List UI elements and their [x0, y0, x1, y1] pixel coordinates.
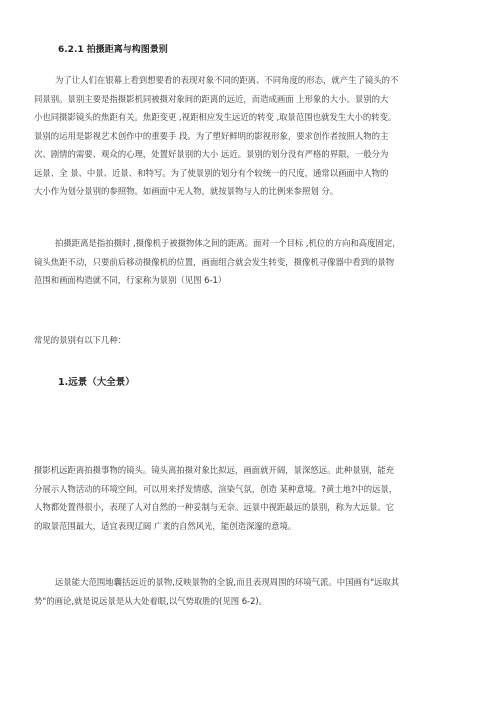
text-line: 为了让人们在银幕上看到想要看的表现对象不同的距离、不同角度的形态，就产生了镜头的不: [55, 75, 399, 85]
subheading-long-shot: 1.远景（大全景）: [58, 377, 135, 388]
text-line: 远景能大范围地囊括远近的景物,反映景物的全貌,而且表现周围的环境气派。中国画有"远取其: [55, 577, 400, 587]
section-heading: 6.2.1 拍摄距离与构图景别: [58, 45, 168, 55]
text-line: 人物都处置得很小，表现了人对自然的一种妥制与无奈。远景中视距最远的景别，称为大远景。它: [34, 502, 395, 512]
text-line: 范围和画面构造就不同，行家称为景别（见图 6-1）: [34, 275, 227, 285]
paragraph-shooting-distance: [34, 234, 462, 290]
text-line: 势"的画论,就是说远景是从大处着眼,以气势取胜的(见图 6-2)。: [34, 595, 268, 606]
text-line: 远景、全 景、中景、近景、和特写。为了使景别的划分有个较统一的尺度，通常以画面中人物的: [34, 167, 389, 178]
text-line: 同景别。景别主要是指摄影机同被摄对象间的距离的远近，而造成画面 上形象的大小。景别的大: [34, 93, 389, 104]
intro-line: 常见的景别有以下几种：: [34, 335, 127, 345]
text-line: 的取景范围最大，适宜表现辽阔 广袤的自然风光，能创造深邃的意境。: [34, 520, 297, 531]
text-line: 镜头焦距不动，只要前后移动摄像机的位置，画面组合就会发生转变，摄像机寻像器中看到的景物: [34, 256, 395, 267]
text-line: 大小作为划分景别的参照物。如画面中无人物，就按景物与人的比例来参照划 分。: [34, 186, 339, 196]
text-line: 小也同摄影镜头的焦距有关。焦距变更 ,视距相应发生远近的转变 ,取景范围也就发生大小的转变。: [34, 112, 397, 122]
text-line: 次、剧情的需要、观众的心理，处置好景别的大小 远近。景别的划分没有严格的界限，一般分为: [34, 149, 389, 159]
paragraph-shot-scale-intro: [34, 71, 462, 201]
text-line: 拍摄距离是指拍摄时 ,摄像机于被摄物体之间的距离。面对一个目标 ,机位的方向和高度固定，: [55, 238, 401, 248]
text-line: 景别的运用是影视艺术创作中的重要手 段。为了塑好鲜明的影视形象，要求创作者按照人物的主: [34, 130, 389, 141]
text-line: 摄影机远距离拍摄事物的镜头。镜头离拍摄对象比拟远，画面就开阔，景深悠远。此种景别，能充: [34, 465, 395, 475]
paragraph-long-shot: [34, 461, 462, 535]
text-line: 分展示人物活动的环境空间，可以用来抒发情感，渲染气氛，创造 某种意境。?黄土地?中的远景，: [34, 483, 398, 494]
paragraph-long-shot-scope: [34, 573, 462, 610]
